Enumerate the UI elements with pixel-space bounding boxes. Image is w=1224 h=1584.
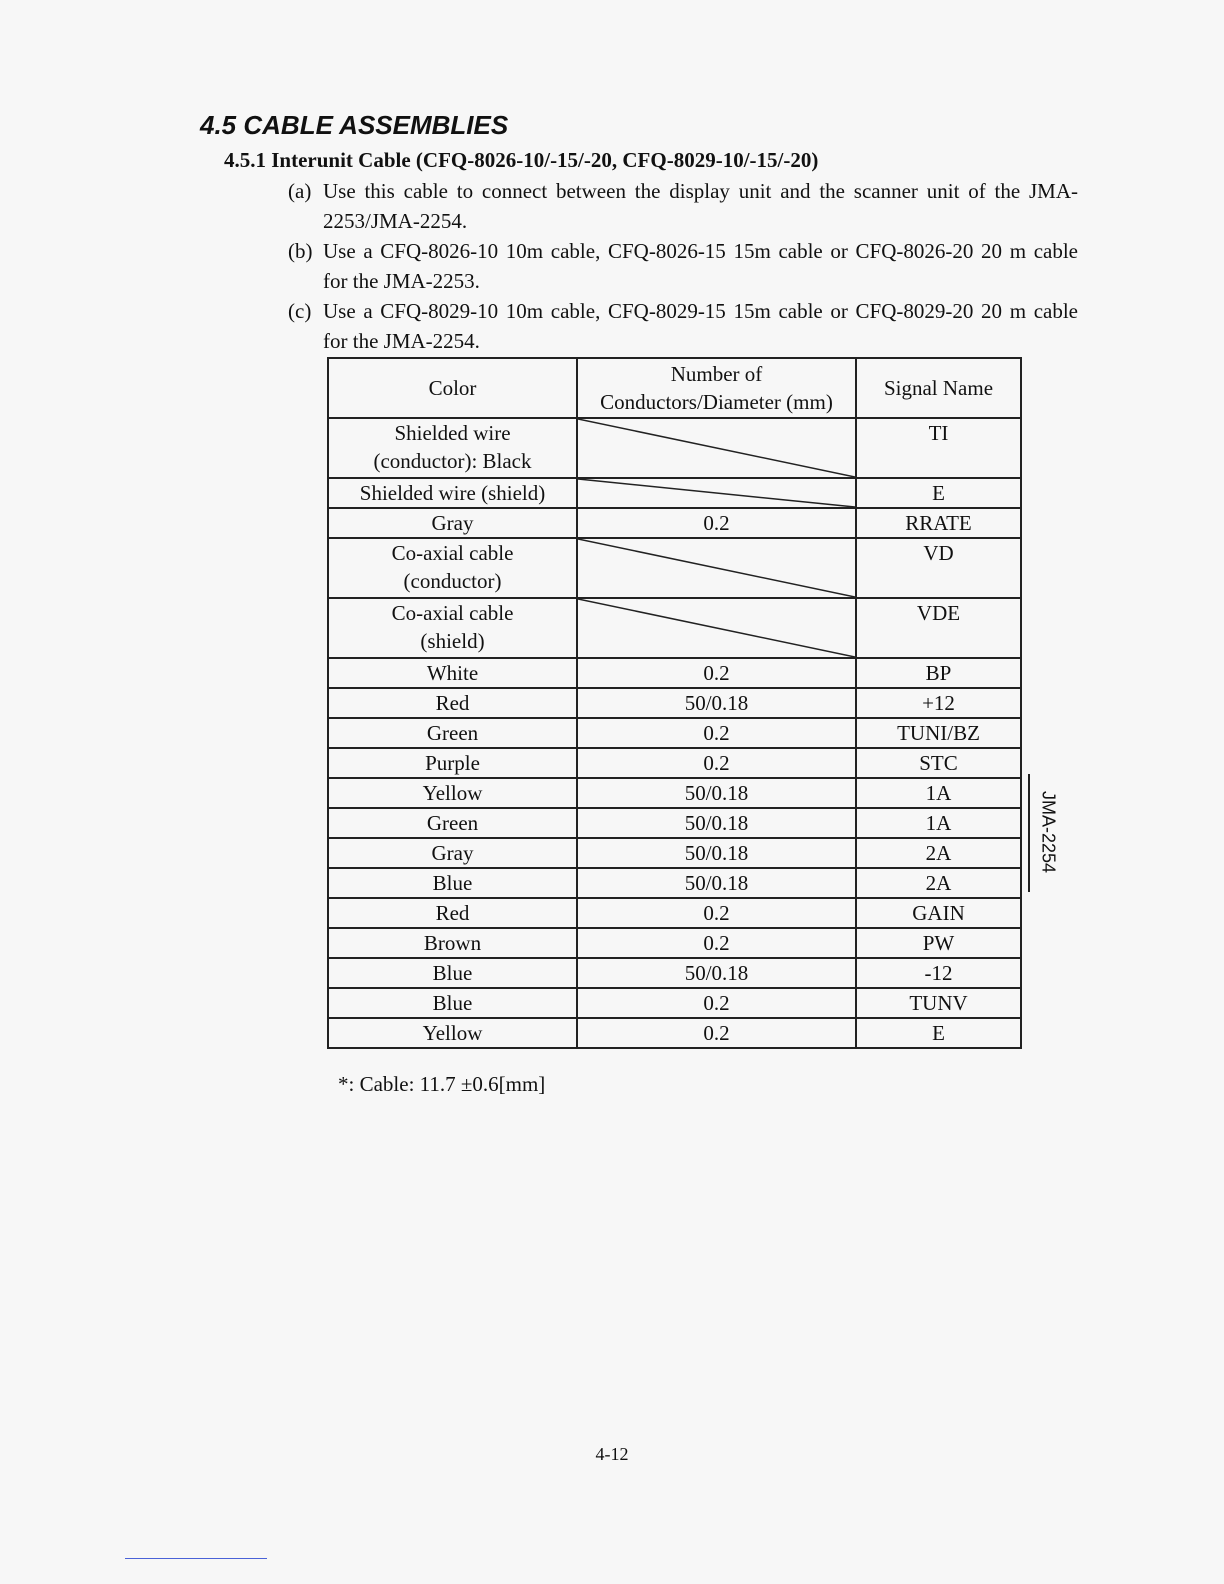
table-row: [328, 538, 1021, 598]
cell-signal: VDE: [856, 598, 1021, 658]
cell-signal: -12: [856, 958, 1021, 988]
cell-conductors: 50/0.18: [577, 958, 856, 988]
cell-signal: TUNI/BZ: [856, 718, 1021, 748]
cell-conductors: 50/0.18: [577, 688, 856, 718]
cell-conductors: 50/0.18: [577, 808, 856, 838]
cell-conductors-empty: [577, 478, 856, 508]
cell-signal: TUNV: [856, 988, 1021, 1018]
cell-signal: RRATE: [856, 508, 1021, 538]
table-row: [328, 598, 1021, 658]
jma-2254-bracket: [1022, 774, 1030, 892]
table-row: [328, 418, 1021, 478]
cell-conductors: 50/0.18: [577, 838, 856, 868]
table-header-row: [328, 358, 1021, 418]
cell-color: Gray: [328, 838, 577, 868]
cell-color-line2: (conductor): Black: [373, 449, 532, 473]
table-row: [328, 898, 1021, 928]
table-row: [328, 988, 1021, 1018]
paragraph-b: [288, 236, 1078, 296]
cell-color: Red: [328, 898, 577, 928]
cell-color: Brown: [328, 928, 577, 958]
cell-color: Green: [328, 808, 577, 838]
paragraph-label: (b): [288, 239, 313, 263]
table-row: [328, 748, 1021, 778]
header-conductors-line2: Conductors/Diameter (mm): [600, 390, 833, 414]
cell-color-line2: (shield): [420, 629, 485, 653]
table-row: [328, 838, 1021, 868]
diagonal-strike: [578, 419, 855, 477]
paragraph-text: Use a CFQ-8029-10 10m cable, CFQ-8029-15 15m cable or CFQ-8029-20 20 m cable for the JMA-2254.: [323, 299, 1078, 353]
paragraph-a: [288, 176, 1078, 236]
cell-conductors: 0.2: [577, 988, 856, 1018]
cable-footnote: *: Cable: 11.7 ±0.6[mm]: [338, 1072, 546, 1096]
cell-color: [328, 538, 577, 598]
cell-conductors: 0.2: [577, 928, 856, 958]
cell-conductors-empty: [577, 418, 856, 478]
table-row: [328, 808, 1021, 838]
section-title: 4.5 CABLE ASSEMBLIES: [200, 110, 509, 140]
cell-color: White: [328, 658, 577, 688]
cell-conductors: 0.2: [577, 508, 856, 538]
diagonal-strike: [578, 479, 855, 507]
cell-signal: +12: [856, 688, 1021, 718]
cell-conductors: 0.2: [577, 748, 856, 778]
cell-signal: E: [856, 1018, 1021, 1048]
diagonal-strike: [578, 539, 855, 597]
cell-signal: 2A: [856, 868, 1021, 898]
table-row: [328, 1018, 1021, 1048]
cell-signal: 1A: [856, 778, 1021, 808]
cell-signal: VD: [856, 538, 1021, 598]
cell-signal: BP: [856, 658, 1021, 688]
cell-color: [328, 418, 577, 478]
paragraph-text: Use this cable to connect between the display unit and the scanner unit of the JMA-2253/JMA-2254.: [323, 179, 1078, 233]
cell-conductors-empty: [577, 538, 856, 598]
header-color: Color: [328, 358, 577, 418]
paragraph-text: Use a CFQ-8026-10 10m cable, CFQ-8026-15 15m cable or CFQ-8026-20 20 m cable for the JMA-2253.: [323, 239, 1078, 293]
cable-table: [327, 357, 1022, 1049]
paragraph-label: (c): [288, 299, 312, 323]
table-row: [328, 478, 1021, 508]
cell-color-line1: Shielded wire: [394, 421, 511, 445]
header-conductors: [577, 358, 856, 418]
cell-color: [328, 598, 577, 658]
cell-signal: 2A: [856, 838, 1021, 868]
cell-signal: STC: [856, 748, 1021, 778]
table-row: [328, 718, 1021, 748]
cell-color: Gray: [328, 508, 577, 538]
cell-conductors: 0.2: [577, 1018, 856, 1048]
cell-conductors-empty: [577, 598, 856, 658]
cell-color: Green: [328, 718, 577, 748]
cell-signal: TI: [856, 418, 1021, 478]
paragraph-label: (a): [288, 179, 312, 203]
cell-color: Blue: [328, 988, 577, 1018]
cell-signal: 1A: [856, 808, 1021, 838]
cell-color: Purple: [328, 748, 577, 778]
cell-signal: GAIN: [856, 898, 1021, 928]
header-signal: Signal Name: [856, 358, 1021, 418]
page-number: 4-12: [595, 1444, 629, 1464]
cell-color: Yellow: [328, 778, 577, 808]
cell-color-line1: Co-axial cable: [391, 601, 514, 625]
table-row: [328, 868, 1021, 898]
table-row: [328, 508, 1021, 538]
table-row: [328, 778, 1021, 808]
cell-conductors: 0.2: [577, 718, 856, 748]
cell-conductors: 50/0.18: [577, 778, 856, 808]
cell-color-line2: (conductor): [403, 569, 502, 593]
cell-color-line1: Co-axial cable: [391, 541, 514, 565]
cell-color: Red: [328, 688, 577, 718]
cell-conductors: 0.2: [577, 658, 856, 688]
diagonal-strike: [578, 599, 855, 657]
cell-color: Blue: [328, 868, 577, 898]
cell-signal: PW: [856, 928, 1021, 958]
cell-color: Shielded wire (shield): [328, 478, 577, 508]
table-row: [328, 928, 1021, 958]
cell-color: Blue: [328, 958, 577, 988]
cell-conductors: 0.2: [577, 898, 856, 928]
table-row: [328, 658, 1021, 688]
table-row: [328, 958, 1021, 988]
jma-2254-label: JMA-2254: [1038, 790, 1059, 874]
cell-conductors: 50/0.18: [577, 868, 856, 898]
header-conductors-line1: Number of: [670, 362, 763, 386]
scan-edge-line: [125, 1558, 267, 1559]
table-row: [328, 688, 1021, 718]
cell-signal: E: [856, 478, 1021, 508]
subsection-title: 4.5.1 Interunit Cable (CFQ-8026-10/-15/-20, CFQ-8029-10/-15/-20): [224, 148, 819, 172]
cell-color: Yellow: [328, 1018, 577, 1048]
paragraph-c: [288, 296, 1078, 356]
